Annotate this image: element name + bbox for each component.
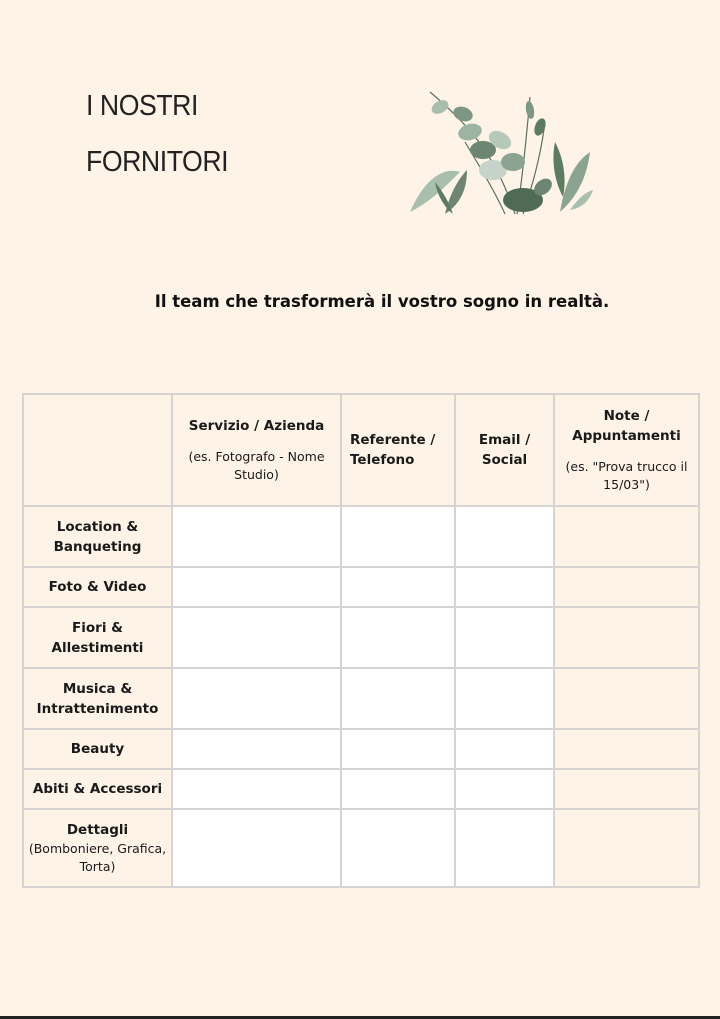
cell-referente[interactable] xyxy=(341,729,455,769)
cell-email[interactable] xyxy=(455,729,554,769)
cell-note[interactable] xyxy=(554,668,699,729)
cell-email[interactable] xyxy=(455,506,554,567)
cell-note[interactable] xyxy=(554,769,699,809)
cell-referente[interactable] xyxy=(341,769,455,809)
cell-servizio[interactable] xyxy=(172,607,341,668)
cell-referente[interactable] xyxy=(341,506,455,567)
row-label xyxy=(23,506,172,567)
row-label-text: Dettagli xyxy=(66,822,129,838)
cell-referente[interactable] xyxy=(341,668,455,729)
table-row xyxy=(23,769,699,809)
header-email-label: Email / Social xyxy=(478,432,531,468)
cell-email[interactable] xyxy=(455,668,554,729)
cell-referente[interactable] xyxy=(341,607,455,668)
subtitle: Il team che trasformerà il vostro sogno in realtà. xyxy=(154,292,610,311)
page-title xyxy=(86,78,228,190)
header-email xyxy=(455,394,554,506)
cell-note[interactable] xyxy=(554,506,699,567)
table-row xyxy=(23,668,699,729)
cell-servizio[interactable] xyxy=(172,769,341,809)
cell-servizio[interactable] xyxy=(172,809,341,887)
suppliers-table xyxy=(22,393,700,888)
header-servizio-note: (es. Fotografo - Nome Studio) xyxy=(188,449,325,482)
cell-email[interactable] xyxy=(455,809,554,887)
cell-servizio[interactable] xyxy=(172,567,341,607)
row-label xyxy=(23,769,172,809)
header-referente-label: Referente / Telefono xyxy=(350,432,436,468)
table-row xyxy=(23,567,699,607)
row-label-text: Fiori & Allestimenti xyxy=(51,619,144,656)
header-note-note: (es. "Prova trucco il 15/03") xyxy=(565,459,688,492)
cell-note[interactable] xyxy=(554,567,699,607)
row-label-text: Beauty xyxy=(70,741,125,757)
table-row xyxy=(23,809,699,887)
header-servizio xyxy=(172,394,341,506)
row-label-text: Foto & Video xyxy=(48,579,147,595)
cell-servizio[interactable] xyxy=(172,668,341,729)
row-label xyxy=(23,809,172,887)
cell-note[interactable] xyxy=(554,809,699,887)
header-servizio-label: Servizio / Azienda xyxy=(188,418,325,434)
row-label xyxy=(23,607,172,668)
header-note xyxy=(554,394,699,506)
cell-note[interactable] xyxy=(554,729,699,769)
title-line-2: FORNITORI xyxy=(86,146,229,178)
cell-referente[interactable] xyxy=(341,567,455,607)
title-line-1: I NOSTRI xyxy=(86,90,198,122)
table-row xyxy=(23,607,699,668)
header-referente xyxy=(341,394,455,506)
cell-note[interactable] xyxy=(554,607,699,668)
row-label-text: Abiti & Accessori xyxy=(32,781,163,797)
table-body xyxy=(23,506,699,887)
row-label-text: Musica & Intrattenimento xyxy=(36,680,159,717)
eucalyptus-leaves-icon xyxy=(405,82,595,217)
row-label xyxy=(23,729,172,769)
row-label xyxy=(23,668,172,729)
table-header-row xyxy=(23,394,699,506)
cell-servizio[interactable] xyxy=(172,729,341,769)
table-row xyxy=(23,506,699,567)
row-label xyxy=(23,567,172,607)
row-label-text: Location & Banqueting xyxy=(53,518,142,555)
cell-email[interactable] xyxy=(455,567,554,607)
header-note-label: Note / Appuntamenti xyxy=(572,408,681,444)
header-empty xyxy=(23,394,172,506)
cell-referente[interactable] xyxy=(341,809,455,887)
cell-email[interactable] xyxy=(455,607,554,668)
cell-email[interactable] xyxy=(455,769,554,809)
table-row xyxy=(23,729,699,769)
row-label-sub: (Bomboniere, Grafica, Torta) xyxy=(28,841,167,874)
cell-servizio[interactable] xyxy=(172,506,341,567)
